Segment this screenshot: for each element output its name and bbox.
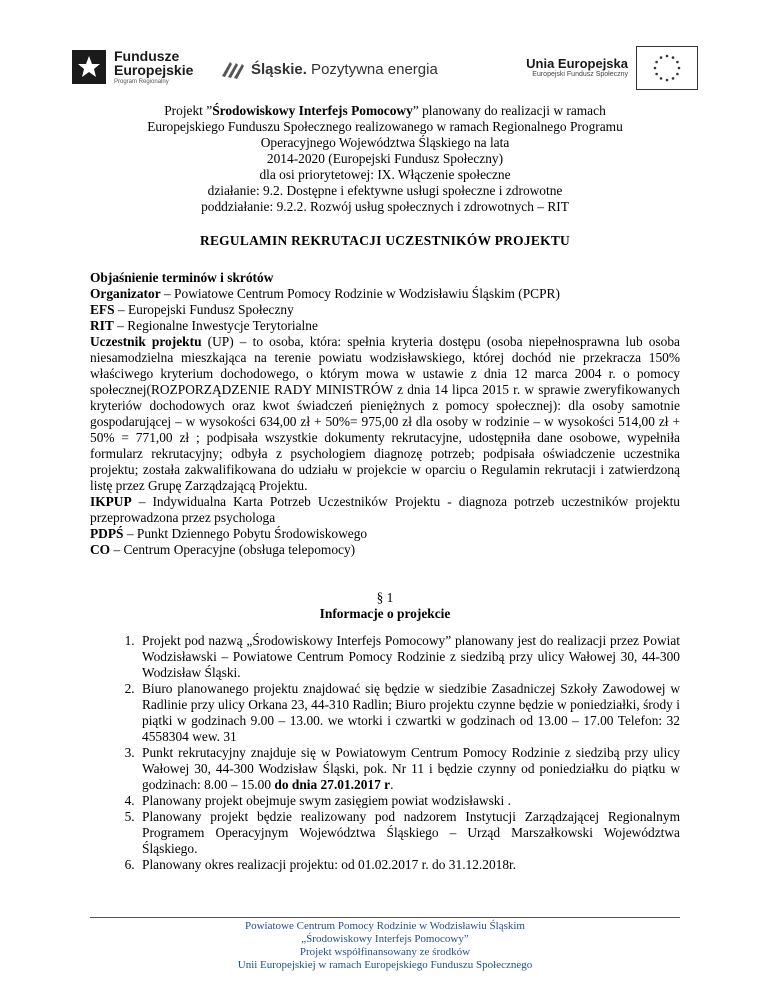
footer-line3: Projekt współfinansowany ze środków	[299, 946, 471, 958]
footer-divider	[90, 917, 680, 918]
section-title: Informacje o projekcie	[319, 606, 451, 621]
footer-line4: Unii Europejskiej w ramach Europejskiego Funduszu Społecznego	[237, 959, 533, 971]
fe-line3: Program Regionalny	[114, 79, 169, 85]
definition-ikpup: IKPUP – Indywidualna Karta Potrzeb Uczestników Projektu - diagnoza potrzeb uczestników projektu przeprowadzona przez psychologa	[90, 494, 680, 525]
list-item: 1. Projekt pod nazwą „Środowiskowy Interfejs Pomocowy” planowany jest do realizacji przez Powiat Wodzisławski – Powiatowe Centrum Pomocy Rodzinie z siedzibą przy ulicy Wałowej 30, 44-300 Wodzisław Śląski.	[138, 633, 680, 681]
document-title: REGULAMIN REKRUTACJI UCZESTNIKÓW PROJEKTU	[199, 233, 571, 248]
definition-rit: RIT – Regionalne Inwestycje Terytorialne	[90, 318, 318, 333]
slaskie-wing-icon	[220, 58, 246, 80]
footer-line1: Powiatowe Centrum Pomocy Rodzinie w Wodzisławiu Śląskim	[244, 920, 525, 932]
intro-line7: poddziałanie: 9.2.2. Rozwój usług społecznych i zdrowotnych – RIT	[201, 199, 569, 214]
intro-line3: Operacyjnego Województwa Śląskiego na lata	[260, 135, 510, 150]
intro-line2: Europejskiego Funduszu Społecznego realizowanego w ramach Regionalnego Programu	[147, 119, 623, 134]
project-info-list	[90, 633, 680, 873]
fe-star-icon	[70, 48, 108, 86]
ue-line2: Europejski Fundusz Społeczny	[532, 71, 628, 79]
slaskie-brand: Śląskie.	[251, 60, 307, 78]
intro-line6: działanie: 9.2. Dostępne i efektywne usługi społeczne i zdrowotne	[207, 183, 563, 198]
fe-line2: Europejskie	[114, 62, 194, 78]
intro-line5: dla osi priorytetowej: IX. Włączenie społeczne	[259, 167, 511, 182]
list-item: 5. Planowany projekt będzie realizowany pod nadzorem Instytucji Zarządzającej Regionalnym Programem Operacyjnym Województwa Śląskiego – Urząd Marszałkowski Województwa Śląskiego.	[138, 809, 680, 857]
unia-europejska-logo	[526, 46, 698, 90]
ue-line1: Unia Europejska	[526, 56, 628, 71]
footer-line2: „Środowiskowy Interfejs Pomocowy”	[301, 933, 469, 945]
definition-pdps: PDPŚ – Punkt Dziennego Pobytu Środowiskowego	[90, 526, 368, 541]
fundusze-europejskie-logo	[70, 48, 193, 86]
section-number: § 1	[376, 590, 394, 605]
list-item: 3. Punkt rekrutacyjny znajduje się w Powiatowym Centrum Pomocy Rodzinie z siedzibą przy ulicy Wałowej 30, 44-300 Wodzisław Śląski, pok. Nr 11 i będzie czynny od poniedziałku do piątku w godzinach: 8.00 – 15.00 do dnia 27.01.2017 r.	[138, 745, 680, 793]
list-item: 6. Planowany okres realizacji projektu: od 01.02.2017 r. do 31.12.2018r.	[138, 857, 680, 873]
project-name: Środowiskowy Interfejs Pomocowy	[212, 103, 413, 118]
fe-line1: Fundusze	[114, 48, 180, 64]
page-footer	[90, 920, 680, 972]
intro-line4: 2014-2020 (Europejski Fundusz Społeczny)	[266, 151, 504, 166]
slaskie-tagline: Pozytywna energia	[306, 60, 438, 78]
definition-efs: EFS – Europejski Fundusz Społeczny	[90, 302, 294, 317]
list-item: 4. Planowany projekt obejmuje swym zasięgiem powiat wodzisławski .	[138, 793, 680, 809]
project-intro	[90, 103, 680, 215]
definition-co: CO – Centrum Operacyjne (obsługa telepomocy)	[90, 542, 356, 557]
section-heading	[90, 590, 680, 622]
definition-organizer: Organizator – Powiatowe Centrum Pomocy Rodzinie w Wodzisławiu Śląskim (PCPR)	[90, 286, 560, 301]
definitions-heading: Objaśnienie terminów i skrótów	[90, 270, 274, 285]
definitions	[90, 270, 680, 558]
list-item: 2. Biuro planowanego projektu znajdować się będzie w siedzibie Zasadniczej Szkoły Zawodowej w Radlinie przy ulicy Orkana 23, 44-310 Radlin; Biuro projektu czynne będzie w poniedziałki, środy i piątki w godzinach 9.00 – 13.00. we wtorki i czwartki w godzinach od 13.00 – 17.00 Telefon: 32 4558304 wew. 31	[138, 681, 680, 745]
intro-line1: Projekt ”Środowiskowy Interfejs Pomocowy” planowany do realizacji w ramach	[164, 103, 606, 118]
logo-header	[40, 40, 730, 110]
eu-flag-icon	[636, 46, 698, 90]
slaskie-logo	[220, 58, 438, 80]
definition-participant: Uczestnik projektu (UP) – to osoba, która: spełnia kryteria dostępu (osoba niepełnosprawna lub osoba niesamodzielna mieszkająca na terenie powiatu wodzisławskiego, której dochód nie przekracza 150% właściwego kryterium dochodowego, o którym mowa w ustawie z dnia 12 marca 2004 r. o pomocy społecznej(ROZPORZĄDZENIE RADY MINISTRÓW z dnia 14 lipca 2015 r. w sprawie zweryfikowanych kryteriów dochodowych oraz kwot świadczeń pieniężnych z pomocy społecznej): dla osoby samotnie gospodarującej – w wysokości 634,00 zł + 50%= 975,00 zł dla osoby w rodzinie – w wysokości 514,00 zł + 50% = 771,00 zł ; podpisała wszystkie dokumenty rekrutacyjne, udostępniła dane osobowe, wypełniła formularz rekrutacyjny; odbyła z psychologiem diagnozę potrzeb; podpisała oświadczenie uczestnika projektu; została zakwalifikowana do udziału w projekcie w oparciu o Regulamin rekrutacji i zatwierdzoną listę przez Grupę Zarządzającą Projektu.	[90, 334, 681, 493]
